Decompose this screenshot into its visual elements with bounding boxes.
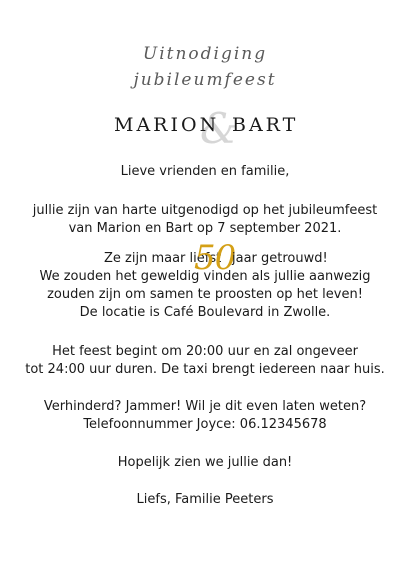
rsvp-line-2: Telefoonnummer Joyce: 06.12345678 <box>83 417 327 432</box>
time-line-1: Het feest begint om 20:00 uur en zal ongeveer <box>52 344 358 359</box>
married-years-number: 50 <box>194 238 236 278</box>
greeting: Lieve vrienden en familie, <box>120 164 290 179</box>
closing-line: Hopelijk zien we jullie dan! <box>117 455 293 470</box>
toast-line-2: zouden zijn om samen te proosten op het leven! <box>47 287 363 302</box>
signature: Liefs, Familie Peeters <box>136 492 274 507</box>
location-line: De locatie is Café Boulevard in Zwolle. <box>79 305 331 320</box>
name-bart: BART <box>232 114 299 136</box>
ampersand-ornament: & <box>200 104 238 153</box>
name-marion: MARION <box>114 114 220 136</box>
invite-line-1: jullie zijn van harte uitgenodigd op het jubileumfeest <box>32 203 378 218</box>
rsvp-line-1: Verhinderd? Jammer! Wil je dit even laten weten? <box>43 399 367 414</box>
married-after-text: jaar getrouwd! <box>232 251 328 266</box>
couple-names <box>0 104 410 153</box>
script-title-line-2: jubileumfeest <box>133 70 277 90</box>
script-title-line-1: Uitnodiging <box>142 44 268 64</box>
married-before-text: Ze zijn maar liefst <box>104 251 222 266</box>
time-line-2: tot 24:00 uur duren. De taxi brengt iedereen naar huis. <box>25 362 385 377</box>
toast-line-1: We zouden het geweldig vinden als jullie aanwezig <box>39 269 371 284</box>
invite-line-2: van Marion en Bart op 7 september 2021. <box>68 221 342 236</box>
